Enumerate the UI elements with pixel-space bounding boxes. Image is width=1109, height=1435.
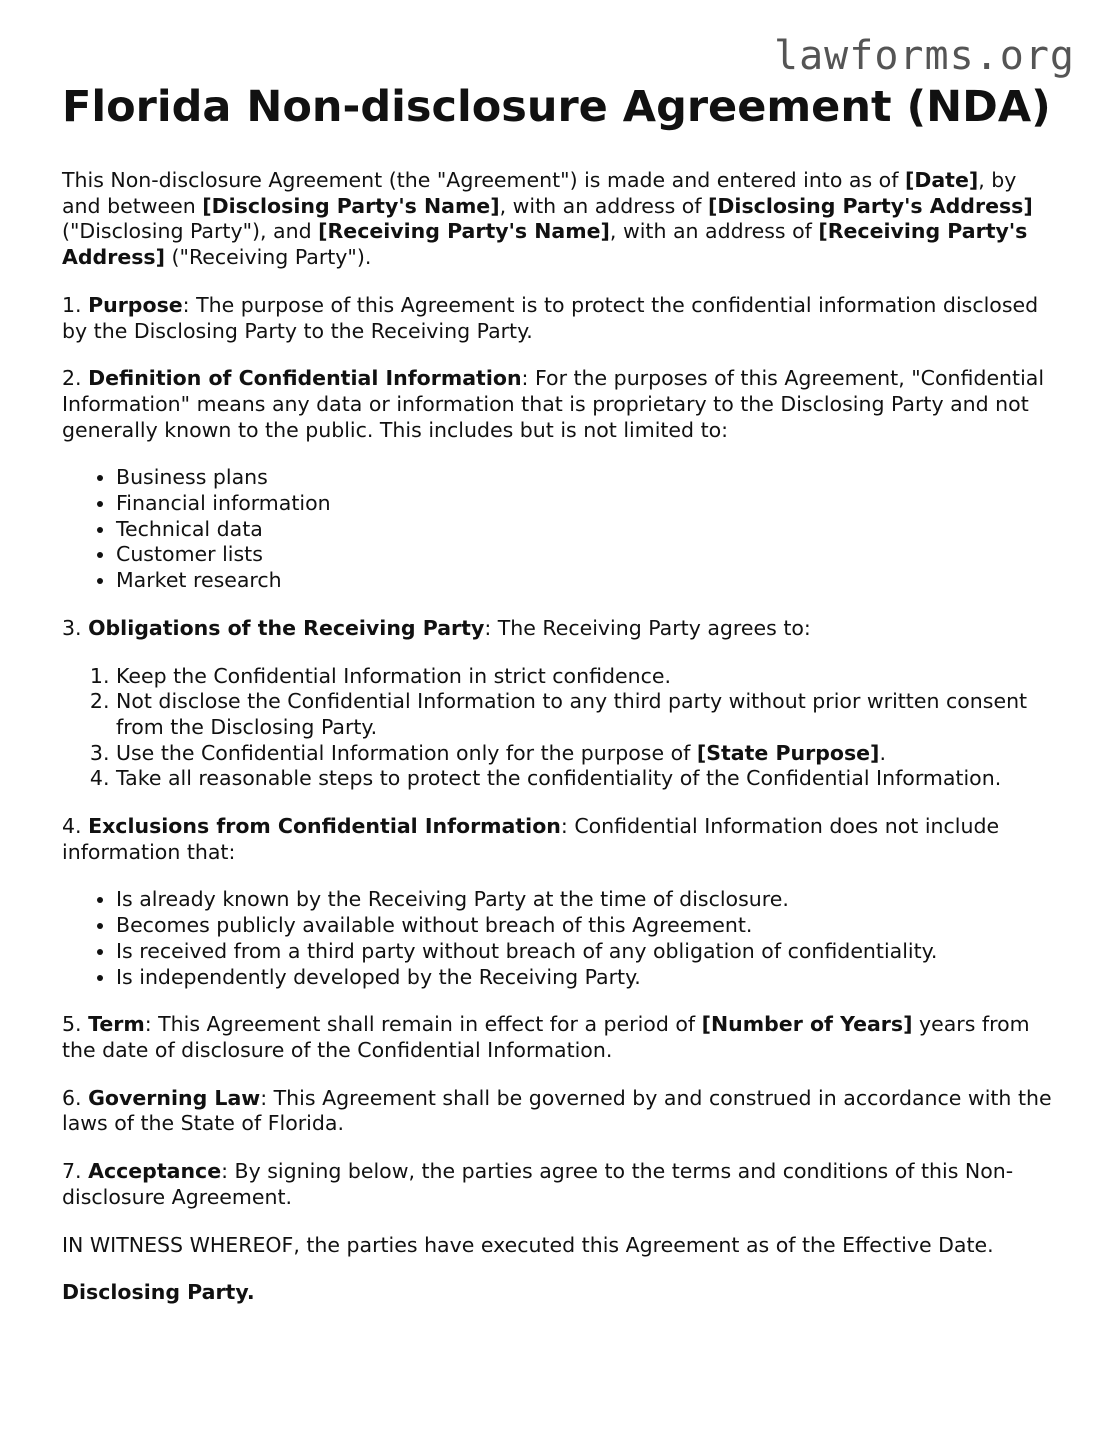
- list-item: 2. Not disclose the Confidential Information to any third party without prior written consent from the Disclosing Party.: [116, 689, 1052, 740]
- section-text: years from the date of disclosure of the Confidential Information.: [62, 1012, 1030, 1062]
- receiving-party-address-placeholder: [Receiving Party's Address]: [62, 219, 1028, 270]
- section-definition: [62, 366, 1052, 443]
- intro-text: , with an address of: [609, 219, 819, 244]
- section-number: 7.: [62, 1159, 89, 1184]
- list-item: • Technical data: [116, 517, 1052, 543]
- section-number: 1.: [62, 292, 89, 317]
- receiving-party-name-placeholder: [Receiving Party's Name]: [318, 219, 610, 244]
- list-item-text: .: [879, 740, 886, 765]
- list-item: [116, 741, 1052, 767]
- section-heading: Governing Law: [88, 1085, 261, 1110]
- intro-text: ("Receiving Party").: [165, 245, 372, 270]
- witness-statement: IN WITNESS WHEREOF, the parties have executed this Agreement as of the Effective Date.: [62, 1232, 994, 1257]
- section-number: 5.: [62, 1012, 89, 1037]
- intro-text: , by and between: [62, 168, 1017, 218]
- signature-label: [62, 1280, 1052, 1306]
- section-heading: Purpose: [88, 292, 183, 317]
- section-heading: Term: [88, 1012, 145, 1037]
- section-term: [62, 1012, 1052, 1063]
- state-purpose-placeholder: [State Purpose]: [696, 740, 880, 765]
- section-heading: Acceptance: [88, 1159, 222, 1184]
- exclusions-list: [62, 887, 1052, 990]
- section-heading: Definition of Confidential Information: [88, 366, 522, 391]
- confidential-info-list: [62, 465, 1052, 594]
- list-item: • Financial information: [116, 491, 1052, 517]
- intro-paragraph: [62, 168, 1052, 271]
- watermark: lawforms.org: [774, 33, 1075, 79]
- section-number: 3.: [62, 615, 89, 640]
- intro-text: , with an address of: [499, 193, 709, 218]
- section-text: : For the purposes of this Agreement, "Confidential Information" means any data or information that is proprietary to the Disclosing Party and not generally known to the public. This includes but is not limited to:: [62, 366, 1045, 442]
- document-page: [62, 80, 1052, 1306]
- disclosing-party-address-placeholder: [Disclosing Party's Address]: [708, 193, 1033, 218]
- list-item: • Is received from a third party without breach of any obligation of confidentiality.: [116, 939, 1052, 965]
- document-title: Florida Non-disclosure Agreement (NDA): [62, 82, 1051, 132]
- section-exclusions: [62, 814, 1052, 865]
- section-acceptance: [62, 1159, 1052, 1210]
- section-text: : Confidential Information does not include information that:: [62, 814, 1000, 864]
- list-item-text: Use the Confidential Information only for the purpose of: [116, 740, 697, 765]
- list-item: • Is already known by the Receiving Party at the time of disclosure.: [116, 887, 1052, 913]
- section-text: : By signing below, the parties agree to the terms and conditions of this Non-disclosure Agreement.: [62, 1159, 1014, 1209]
- list-item: • Is independently developed by the Receiving Party.: [116, 965, 1052, 991]
- list-item: • Becomes publicly available without breach of this Agreement.: [116, 913, 1052, 939]
- section-text: : The Receiving Party agrees to:: [484, 615, 811, 640]
- section-heading: Exclusions from Confidential Information: [88, 814, 561, 839]
- list-item: • Market research: [116, 568, 1052, 594]
- section-text: : This Agreement shall remain in effect for a period of: [144, 1012, 702, 1037]
- intro-text: ("Disclosing Party"), and: [62, 219, 319, 244]
- list-item: • Customer lists: [116, 542, 1052, 568]
- list-item: • Business plans: [116, 465, 1052, 491]
- section-obligations: [62, 616, 1052, 642]
- section-number: 4.: [62, 814, 89, 839]
- list-item: 4. Take all reasonable steps to protect the confidentiality of the Confidential Information.: [116, 766, 1052, 792]
- disclosing-party-label: Disclosing Party.: [62, 1280, 255, 1305]
- list-item: 1. Keep the Confidential Information in strict confidence.: [116, 664, 1052, 690]
- disclosing-party-name-placeholder: [Disclosing Party's Name]: [202, 193, 500, 218]
- number-of-years-placeholder: [Number of Years]: [701, 1012, 913, 1037]
- section-heading: Obligations of the Receiving Party: [88, 615, 485, 640]
- section-text: : The purpose of this Agreement is to protect the confidential information disclosed by the Disclosing Party to the Receiving Party.: [62, 292, 1039, 343]
- date-placeholder: [Date]: [904, 168, 979, 192]
- intro-text: This Non-disclosure Agreement (the "Agreement") is made and entered into as of: [62, 168, 905, 192]
- section-purpose: [62, 293, 1052, 344]
- obligations-list: [62, 664, 1052, 793]
- section-text: : This Agreement shall be governed by and construed in accordance with the laws of the State of Florida.: [62, 1085, 1052, 1136]
- section-number: 6.: [62, 1085, 89, 1110]
- section-number: 2.: [62, 366, 89, 391]
- section-governing-law: [62, 1086, 1052, 1137]
